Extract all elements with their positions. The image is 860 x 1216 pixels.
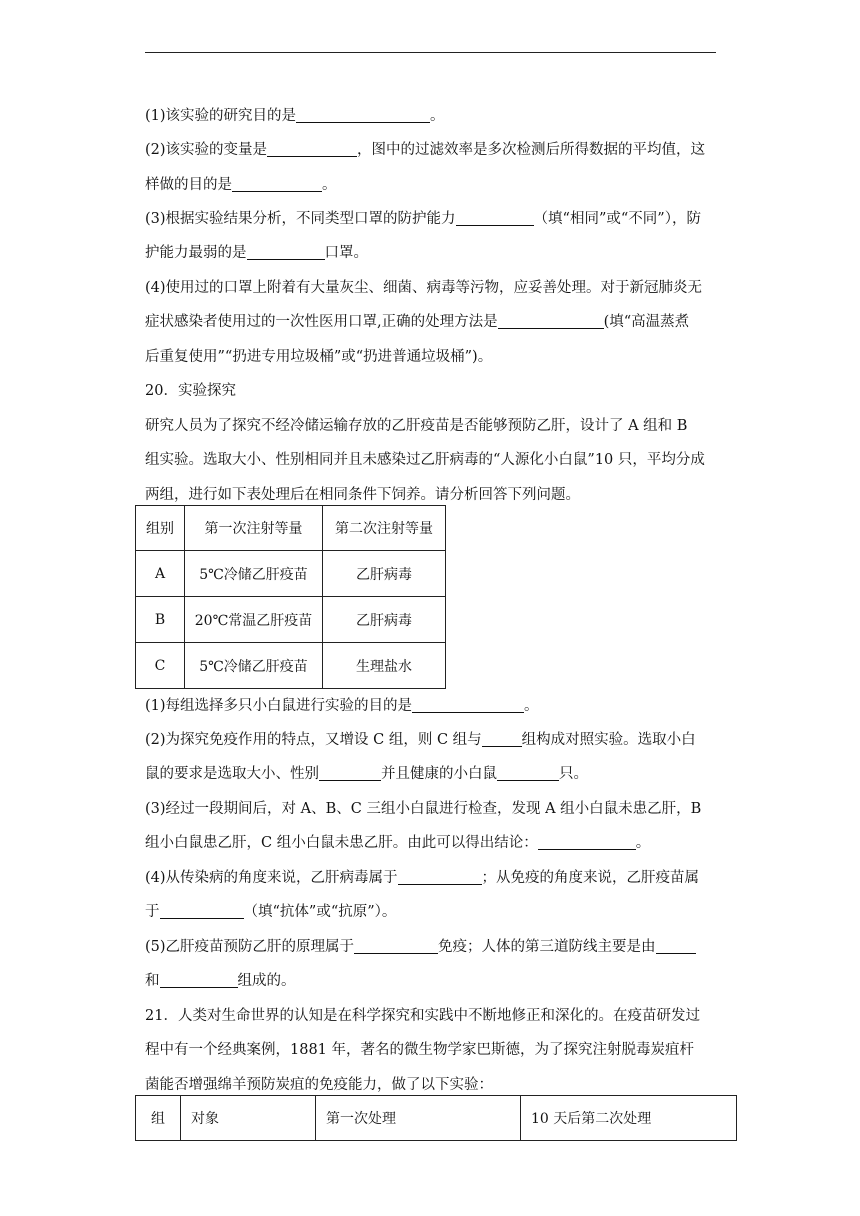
table-row xyxy=(136,643,446,689)
text-segment: （填“抗体”或“抗原”）。 xyxy=(243,904,397,920)
answer-blank xyxy=(656,938,696,954)
text-line xyxy=(145,869,699,887)
text-line xyxy=(145,1076,493,1094)
text-line xyxy=(145,697,539,715)
text-line xyxy=(145,107,445,125)
text-line xyxy=(145,382,236,400)
answer-blank xyxy=(247,244,325,260)
text-segment: (2)为探究免疫作用的特点，又增设 C 组，则 C 组与 xyxy=(145,732,482,748)
table-cell: 乙肝病毒 xyxy=(323,597,446,643)
answer-blank xyxy=(538,834,636,850)
text-line xyxy=(145,141,705,159)
text-segment: (3)经过一段期间后，对 A、B、C 三组小白鼠进行检查，发现 A 组小白鼠未患乙肝，B xyxy=(145,801,702,817)
answer-blank xyxy=(412,697,524,713)
answer-blank xyxy=(497,765,559,781)
table-header-row xyxy=(136,506,446,551)
text-segment: 症状感染者使用过的一次性医用口罩,正确的处理方法是 xyxy=(145,314,498,330)
table-header-cell: 组别 xyxy=(136,506,185,551)
text-line xyxy=(145,486,580,504)
table-cell: B xyxy=(136,597,185,643)
text-segment: 后重复使用”“扔进专用垃圾桶”或“扔进普通垃圾桶”)。 xyxy=(145,349,493,365)
vaccine-experiment-table xyxy=(135,505,446,689)
text-segment: 和 xyxy=(145,973,160,989)
header-rule xyxy=(145,52,716,53)
text-segment: 程中有一个经典案例，1881 年，著名的微生物学家巴斯德，为了探究注射脱毒炭疽杆 xyxy=(145,1042,695,1058)
text-line xyxy=(145,279,702,297)
answer-blank xyxy=(160,903,244,919)
answer-blank xyxy=(267,141,357,157)
table-row xyxy=(136,551,446,597)
text-segment: 并且健康的小白鼠 xyxy=(381,766,497,782)
text-segment: 鼠的要求是选取大小、性别 xyxy=(145,766,319,782)
text-line xyxy=(145,903,396,921)
text-segment: (4)从传染病的角度来说，乙肝病毒属于 xyxy=(145,870,398,886)
table-cell: 乙肝病毒 xyxy=(323,551,446,597)
table-row xyxy=(136,597,446,643)
text-segment: 20．实验探究 xyxy=(145,383,236,399)
text-line xyxy=(145,938,696,956)
text-line xyxy=(145,972,296,990)
text-segment: (1)该实验的研究目的是 xyxy=(145,108,297,124)
text-segment: (1)每组选择多只小白鼠进行实验的目的是 xyxy=(145,698,413,714)
text-line xyxy=(145,313,689,331)
answer-blank xyxy=(498,313,604,329)
text-segment: 组构成对照实验。选取小白 xyxy=(521,732,696,748)
answer-blank xyxy=(482,731,522,747)
text-segment: (5)乙肝疫苗预防乙肝的原理属于 xyxy=(145,939,355,955)
text-line xyxy=(145,1007,700,1025)
answer-blank xyxy=(319,765,381,781)
text-segment: 。 xyxy=(430,108,445,124)
table-header-row xyxy=(136,1096,737,1141)
text-segment: 。 xyxy=(322,177,337,193)
text-segment: (4)使用过的口罩上附着有大量灰尘、细菌、病毒等污物，应妥善处理。对于新冠肺炎无 xyxy=(145,280,703,296)
answer-blank xyxy=(160,972,238,988)
text-segment: 口罩。 xyxy=(324,245,368,261)
text-segment: 护能力最弱的是 xyxy=(145,245,247,261)
table-cell: C xyxy=(136,643,185,689)
text-line xyxy=(145,1041,694,1059)
answer-blank xyxy=(398,869,482,885)
table-header-cell: 第一次注射等量 xyxy=(185,506,323,551)
text-line xyxy=(145,765,588,783)
text-line xyxy=(145,834,650,852)
answer-blank xyxy=(354,938,438,954)
table-cell: 5℃冷储乙肝疫苗 xyxy=(185,643,323,689)
text-line xyxy=(145,210,701,228)
text-segment: 组小白鼠患乙肝，C 组小白鼠未患乙肝。由此可以得出结论： xyxy=(145,835,538,851)
table-header-cell: 第二次注射等量 xyxy=(323,506,446,551)
table-cell: A xyxy=(136,551,185,597)
text-segment: 。 xyxy=(635,835,651,851)
text-line xyxy=(145,348,492,366)
answer-blank xyxy=(232,176,322,192)
text-segment: (填“高温蒸煮 xyxy=(603,314,690,330)
text-segment: ，图中的过滤效率是多次检测后所得数据的平均值，这 xyxy=(357,142,706,158)
text-segment: 两组，进行如下表处理后在相同条件下饲养。请分析回答下列问题。 xyxy=(145,487,580,503)
text-segment: 于 xyxy=(145,904,160,920)
text-line xyxy=(145,244,368,262)
table-header-cell: 第一次处理 xyxy=(316,1096,521,1141)
anthrax-experiment-table xyxy=(135,1095,737,1141)
text-line xyxy=(145,417,687,435)
text-line xyxy=(145,731,696,749)
text-segment: 免疫；人体的第三道防线主要是由 xyxy=(438,939,656,955)
text-segment: 组成的。 xyxy=(237,973,296,989)
text-segment: ；从免疫的角度来说，乙肝疫苗属 xyxy=(481,870,700,886)
text-segment: （填“相同”或“不同”），防 xyxy=(533,211,701,227)
text-line xyxy=(145,451,705,469)
text-segment: (2)该实验的变量是 xyxy=(145,142,268,158)
table-cell: 5℃冷储乙肝疫苗 xyxy=(185,551,323,597)
table-cell: 20℃常温乙肝疫苗 xyxy=(185,597,323,643)
text-line xyxy=(145,176,337,194)
text-segment: 组实验。选取大小、性别相同并且未感染过乙肝病毒的“人源化小白鼠”10 只，平均分成 xyxy=(145,452,705,468)
text-segment: 菌能否增强绵羊预防炭疽的免疫能力，做了以下实验： xyxy=(145,1077,493,1093)
table-cell: 生理盐水 xyxy=(323,643,446,689)
table-header-cell: 10 天后第二次处理 xyxy=(521,1096,737,1141)
text-segment: 。 xyxy=(524,698,539,714)
table-header-cell: 组 xyxy=(136,1096,181,1141)
text-segment: 21．人类对生命世界的认知是在科学探究和实践中不断地修正和深化的。在疫苗研发过 xyxy=(145,1008,700,1024)
answer-blank xyxy=(456,210,534,226)
text-segment: (3)根据实验结果分析，不同类型口罩的防护能力 xyxy=(145,211,456,227)
text-line xyxy=(145,800,701,818)
text-segment: 只。 xyxy=(559,766,588,782)
table-header-cell: 对象 xyxy=(181,1096,316,1141)
text-segment: 样做的目的是 xyxy=(145,177,232,193)
answer-blank xyxy=(296,107,430,123)
text-segment: 研究人员为了探究不经冷储运输存放的乙肝疫苗是否能够预防乙肝，设计了 A 组和 B xyxy=(145,418,688,434)
